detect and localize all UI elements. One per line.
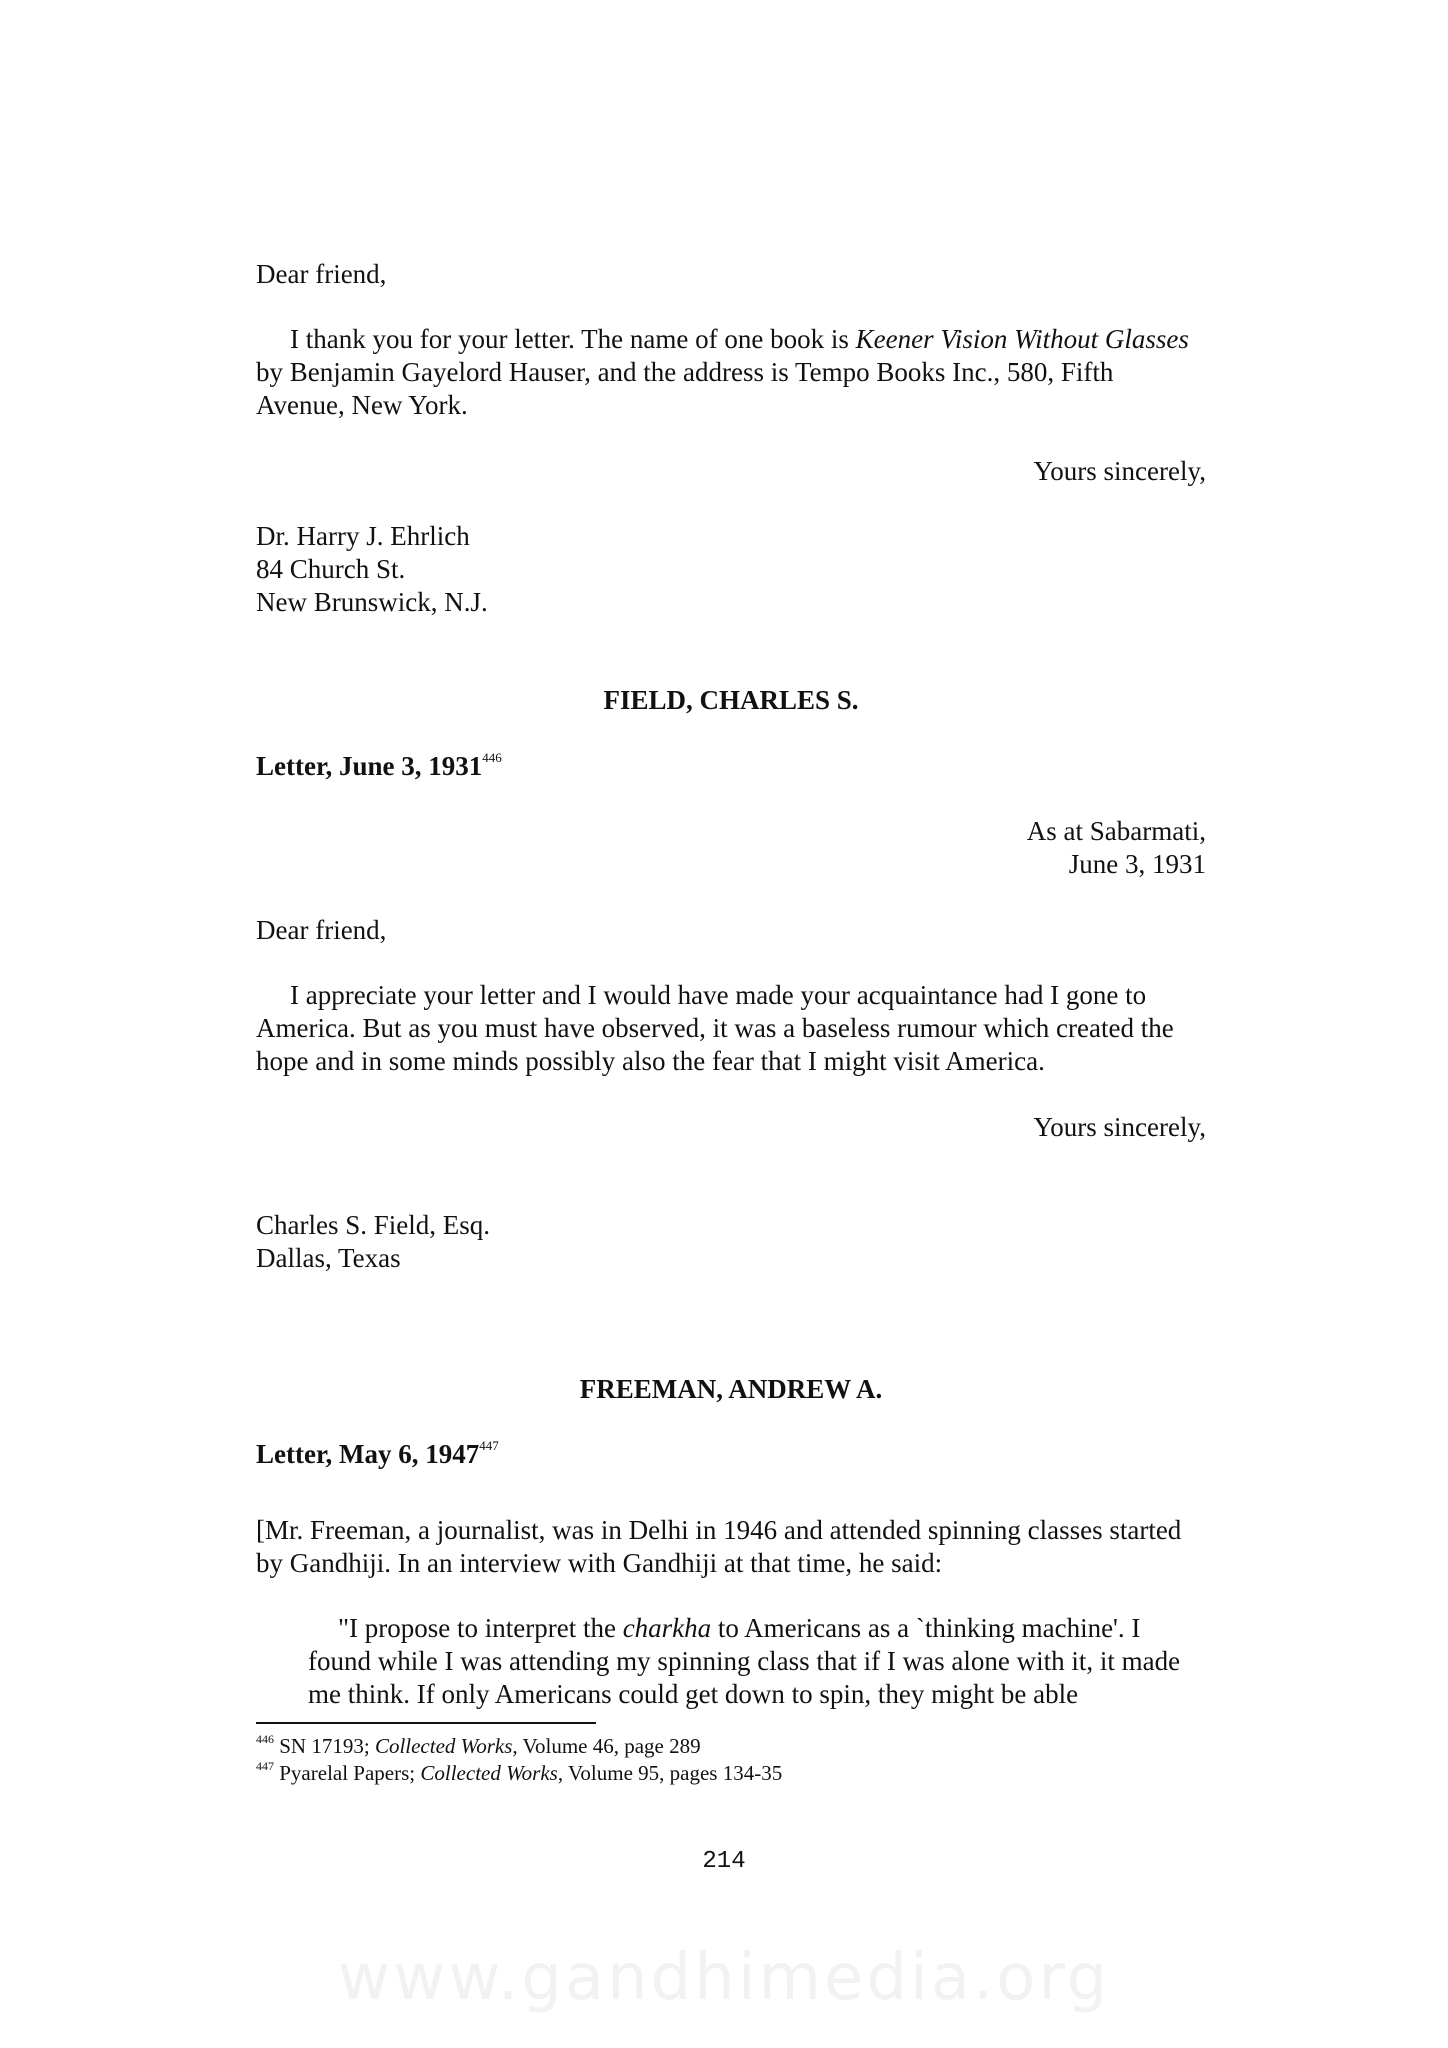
footnote-divider [256, 1722, 596, 1724]
closing-2: Yours sincerely, [1033, 1112, 1206, 1142]
body-text: I thank you for your letter. The name of one book is [290, 324, 856, 354]
footnote-number: 447 [256, 1759, 274, 1773]
footnote-text: , Volume 46, page 289 [512, 1734, 701, 1758]
recipient-line: New Brunswick, N.J. [256, 587, 488, 617]
quote-text: to Americans as a `thinking machine'. I found while I was attending my spinning class that if I was alone with it, it made me think. If only Americans could get down to spin, they might be able [308, 1613, 1181, 1709]
letter-title-text: Letter, June 3, 1931 [256, 751, 483, 781]
editorial-intro: [Mr. Freeman, a journalist, was in Delhi in 1946 and attended spinning classes started by Gandhiji. In an interview with Gandhiji at that time, he said: [256, 1515, 1182, 1578]
recipient-line: Dr. Harry J. Ehrlich [256, 521, 470, 551]
footnote-title: Collected Works [374, 1734, 513, 1758]
footnote-447 [256, 1760, 782, 1786]
footnote-ref: 447 [479, 1438, 499, 1453]
footnote-number: 446 [256, 1732, 274, 1746]
book-title: Keener Vision Without Glasses [855, 324, 1189, 354]
recipient-address-1 [256, 520, 1206, 619]
letter-place: As at Sabarmati, [1026, 816, 1206, 846]
watermark: www.gandhimedia.org [337, 1941, 1111, 2015]
footnote-text: SN 17193; [279, 1734, 375, 1758]
footnote-title: Collected Works [420, 1761, 558, 1785]
quote-text: "I propose to interpret the [338, 1613, 623, 1643]
page-number: 214 [702, 1848, 746, 1875]
closing-1: Yours sincerely, [1033, 456, 1206, 486]
letter-date: June 3, 1931 [1068, 849, 1206, 879]
recipient-line: 84 Church St. [256, 554, 406, 584]
section-heading-freeman: FREEMAN, ANDREW A. [579, 1374, 883, 1404]
recipient-address-2 [256, 1209, 1206, 1275]
footnote-text: Pyarelal Papers; [279, 1761, 421, 1785]
footnote-ref: 446 [482, 750, 502, 765]
letter-title-text: Letter, May 6, 1947 [256, 1439, 480, 1469]
italic-term: charkha [622, 1613, 712, 1643]
block-quote [308, 1612, 1208, 1711]
place-date-field [256, 815, 1206, 881]
letter-body-2: I appreciate your letter and I would have made your acquaintance had I gone to America. But as you must have observed, it was a baseless rumour which created the hope and in some minds possibly also the fear that I might visit America. [256, 980, 1174, 1076]
footnote-text: , Volume 95, pages 134-35 [557, 1761, 783, 1785]
recipient-line: Charles S. Field, Esq. [256, 1210, 490, 1240]
letter-body-1 [256, 323, 1206, 422]
body-text: by Benjamin Gayelord Hauser, and the address is Tempo Books Inc., 580, Fifth Avenue, New York. [256, 357, 1114, 420]
letter-title-field [256, 750, 1206, 783]
section-heading-field: FIELD, CHARLES S. [603, 685, 859, 715]
letter-title-freeman [256, 1438, 1206, 1471]
recipient-line: Dallas, Texas [256, 1243, 401, 1273]
footnote-446 [256, 1733, 701, 1759]
salutation-1: Dear friend, [256, 259, 387, 289]
salutation-2: Dear friend, [256, 915, 387, 945]
